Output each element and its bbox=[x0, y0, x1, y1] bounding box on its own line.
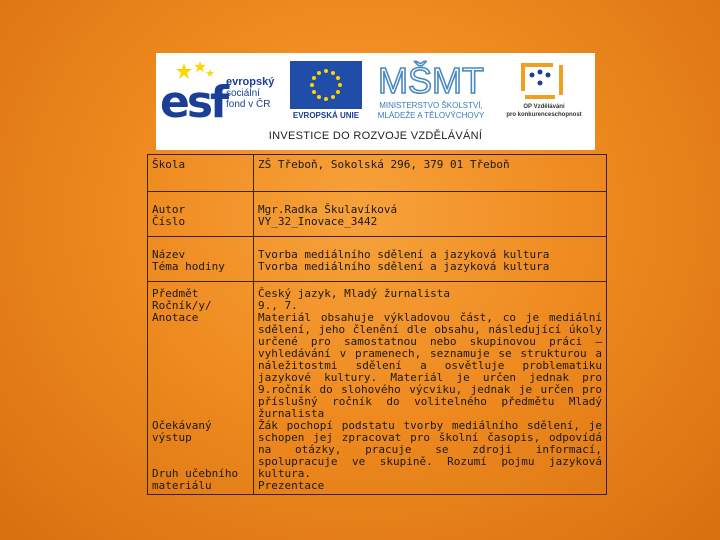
eu-label: EVROPSKÁ UNIE bbox=[292, 111, 360, 120]
esf-line3: fond v ČR bbox=[226, 99, 271, 110]
vystup-label: Očekávaný výstup bbox=[152, 419, 212, 444]
eu-stars-icon bbox=[290, 61, 362, 109]
investment-tagline: INVESTICE DO ROZVOJE VZDĚLÁVÁNÍ bbox=[268, 130, 483, 142]
nazev-label: Název bbox=[152, 248, 186, 261]
msmt-mark: MŠMT bbox=[378, 60, 484, 101]
tema-label: Téma hodiny bbox=[152, 260, 225, 273]
druh-label: Druh učebního materiálu bbox=[152, 467, 239, 492]
skola-value: ZŠ Třeboň, Sokolská 296, 379 01 Třeboň bbox=[254, 155, 607, 192]
predmet-value: Český jazyk, Mladý žurnalista bbox=[258, 287, 451, 300]
msmt-line1: MINISTERSTVO ŠKOLSTVÍ, bbox=[379, 101, 483, 110]
anotace-label: Anotace bbox=[152, 311, 199, 324]
autor-value: Mgr.Radka Škulavíková bbox=[258, 203, 398, 216]
predmet-value-cell bbox=[254, 282, 607, 495]
nazev-value: Tvorba mediálního sdělení a jazyková kultura bbox=[258, 248, 550, 261]
druh-value: Prezentace bbox=[258, 479, 325, 492]
esf-logo bbox=[160, 59, 280, 128]
op-square-icon bbox=[518, 61, 568, 101]
eu-flag bbox=[290, 61, 362, 109]
op-line2: pro konkurenceschopnost bbox=[506, 112, 582, 118]
table-row-predmet bbox=[148, 282, 607, 495]
spacer bbox=[152, 444, 249, 468]
esf-text bbox=[226, 77, 274, 110]
skola-label: Škola bbox=[148, 155, 254, 192]
vystup-value: Žák pochopí podstatu tvorby mediálního sdělení, je schopen jej zpracovat pro školní časopis, odpovídá na otázky, pracuje se zdroji informací, spolupracuje ve skupině. Rozumí pojmu jazyková kultura. bbox=[258, 419, 602, 480]
msmt-label bbox=[366, 101, 496, 121]
op-line1: OP Vzdělávání bbox=[523, 104, 565, 110]
table-row-nazev bbox=[148, 237, 607, 282]
esf-letters: esf bbox=[160, 77, 227, 128]
nazev-cell bbox=[148, 237, 254, 282]
tema-value: Tvorba mediálního sdělení a jazyková kultura bbox=[258, 260, 550, 273]
rocnik-label: Ročník/y/ bbox=[152, 299, 212, 312]
spacer bbox=[152, 324, 249, 420]
table-row-autor bbox=[148, 192, 607, 237]
cislo-value: VY_32_Inovace_3442 bbox=[258, 215, 378, 228]
anotace-value: Materiál obsahuje výkladovou část, co je mediální sdělení, jeho členění dle obsahu, následující úkoly určené pro samostatnou nebo skupinovou práci – vyhledávání v pramenech, seznamuje se strukturou a náležitostmi sdělení a osvětluje problematiku jazykové kultury. Materiál je určen jednak pro 9.ročník do slohového výcviku, jednak je určen pro příslušný ročník do volitelného předmětu Mladý žurnalista bbox=[258, 311, 602, 420]
info-table bbox=[147, 154, 607, 495]
autor-value-cell bbox=[254, 192, 607, 237]
esf-line1: evropský bbox=[226, 76, 275, 88]
op-logo bbox=[518, 61, 568, 101]
msmt-line2: MLÁDEŽE A TĚLOVÝCHOVY bbox=[377, 111, 485, 120]
predmet-cell bbox=[148, 282, 254, 495]
cislo-label: Číslo bbox=[152, 215, 186, 228]
msmt-logo bbox=[378, 59, 484, 101]
autor-label: Autor bbox=[152, 203, 186, 216]
predmet-label: Předmět bbox=[152, 287, 199, 300]
autor-cell bbox=[148, 192, 254, 237]
table-row-skola bbox=[148, 155, 607, 192]
nazev-value-cell bbox=[254, 237, 607, 282]
msmt-mark-icon bbox=[378, 59, 484, 101]
logo-banner bbox=[156, 53, 595, 150]
op-label bbox=[494, 103, 594, 119]
esf-line2: sociální bbox=[226, 88, 260, 99]
rocnik-value: 9., 7. bbox=[258, 299, 298, 312]
